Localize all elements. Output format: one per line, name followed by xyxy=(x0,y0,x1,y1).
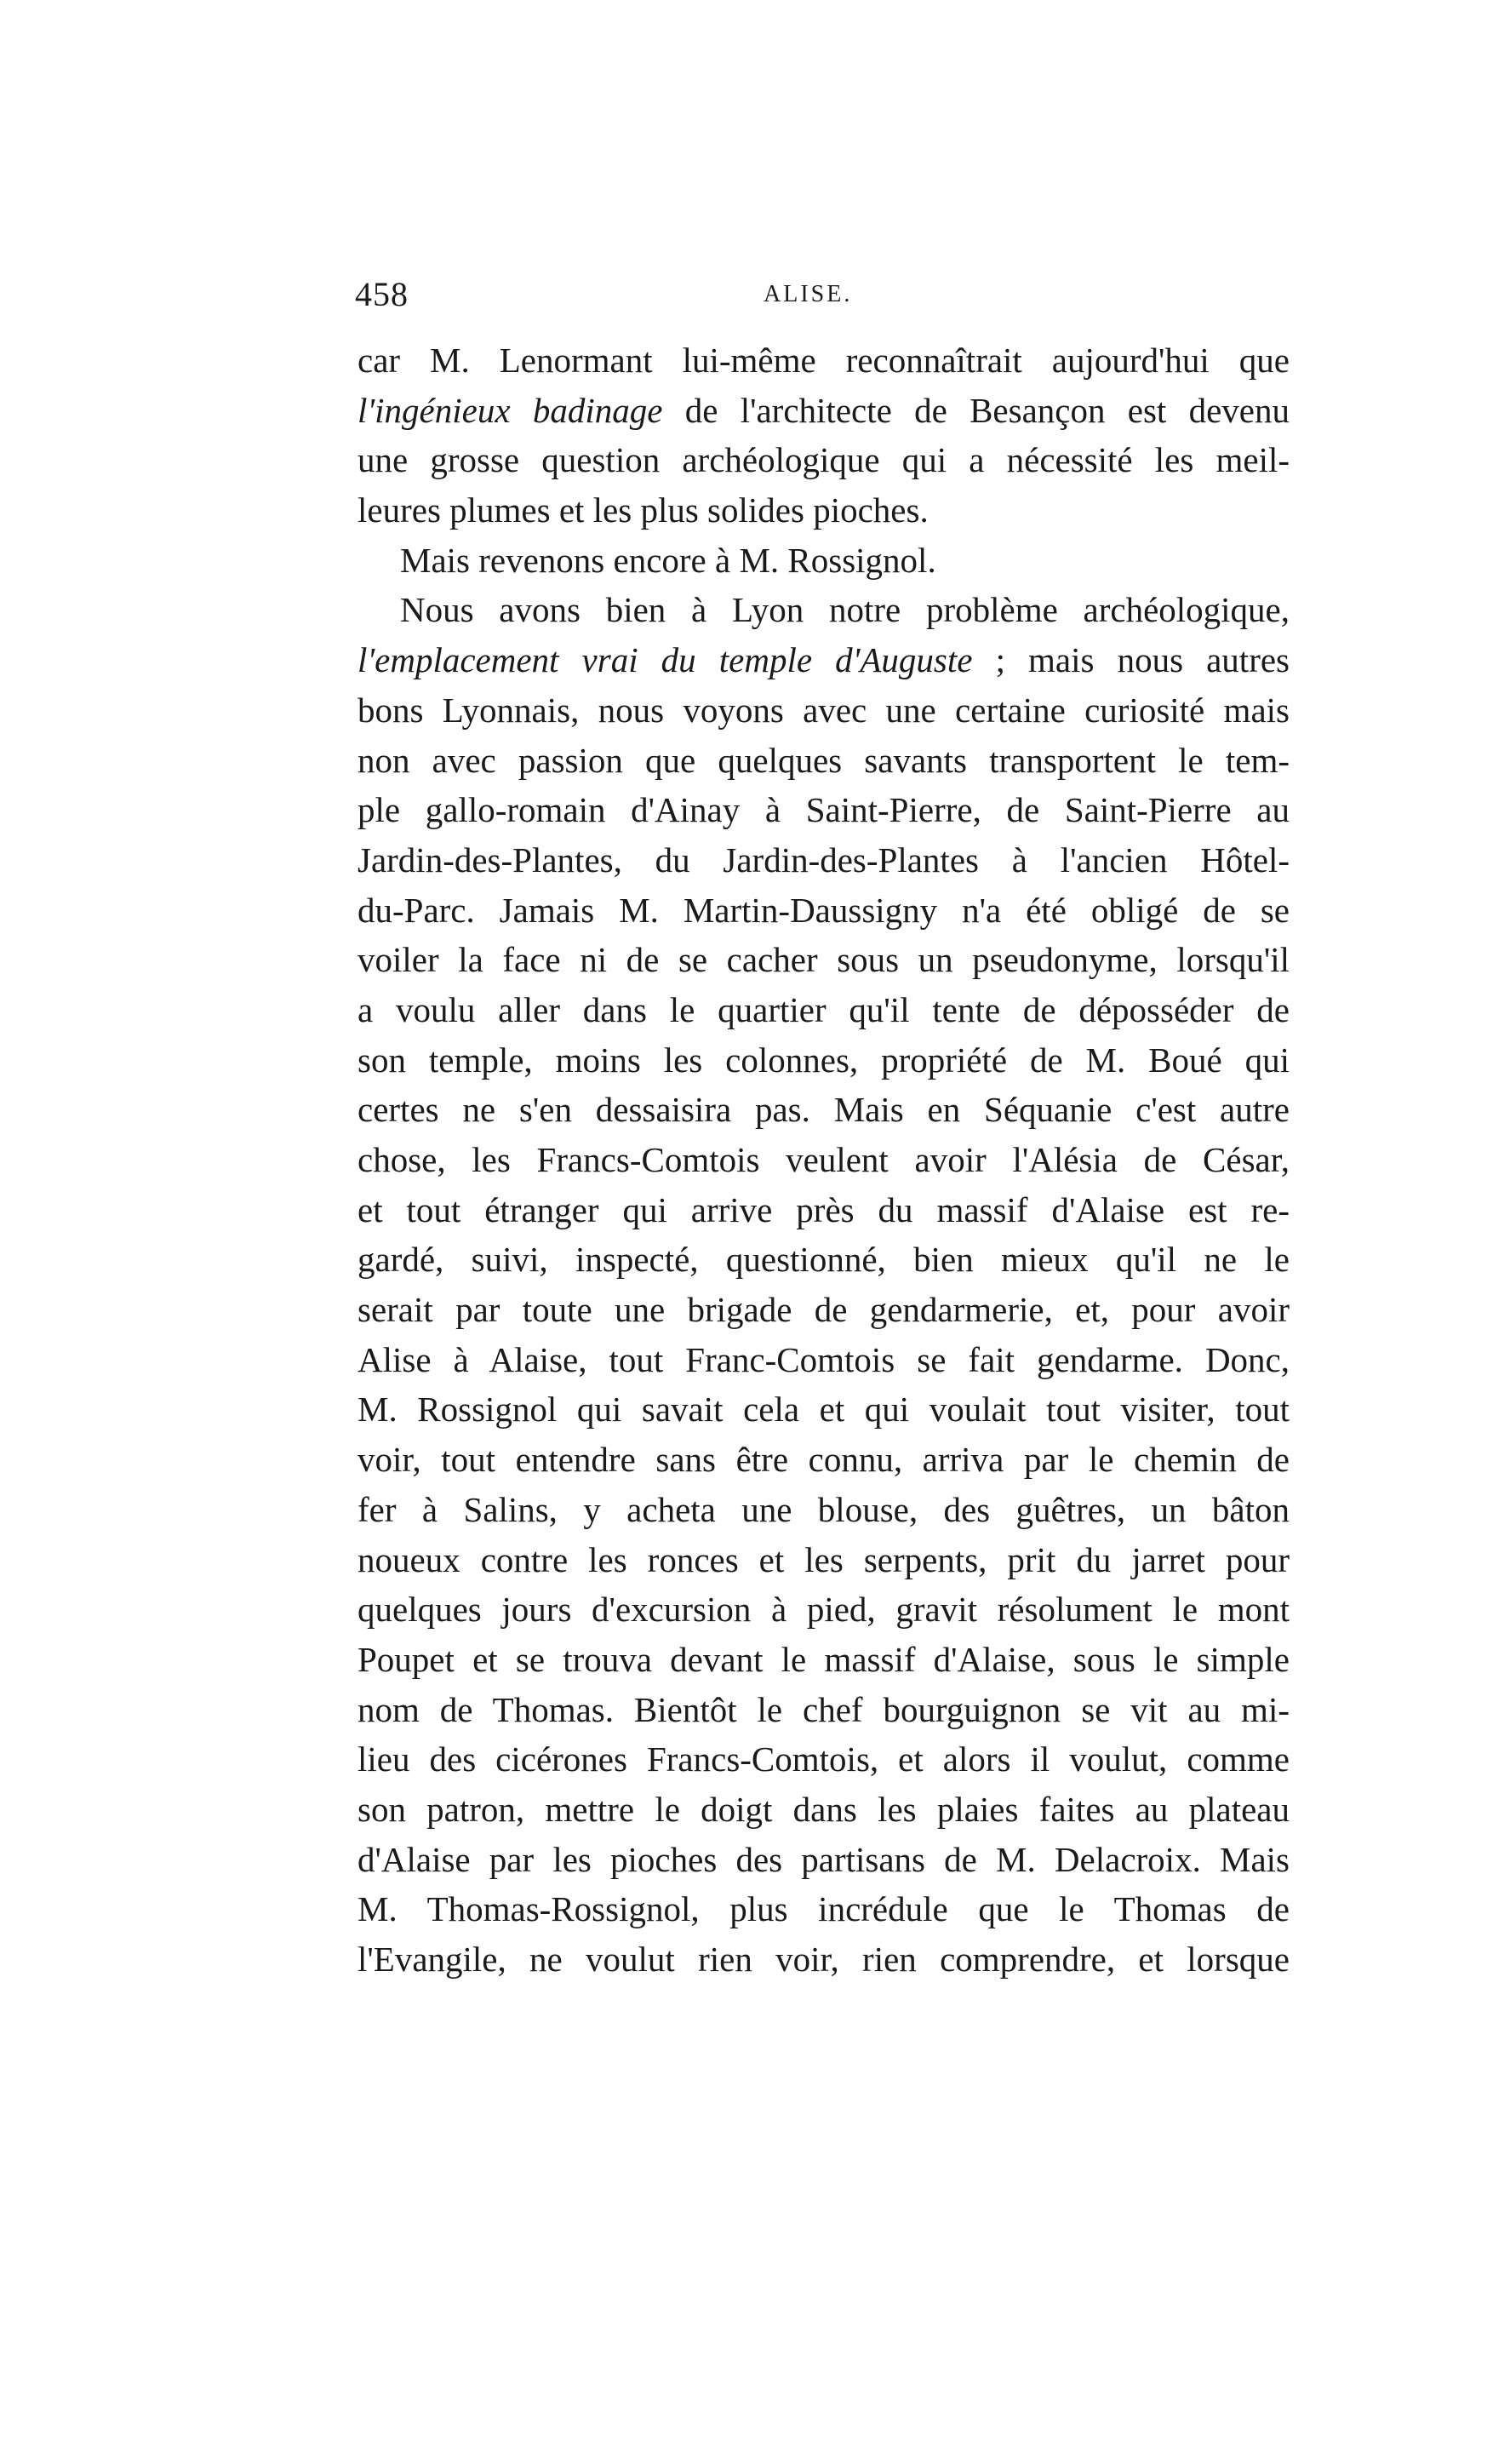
text-line: voiler la face ni de se cacher sous un pseudonyme, lorsqu'il xyxy=(357,940,1290,980)
italic-phrase: l'emplacement vrai du temple d'Auguste xyxy=(357,640,973,680)
text-line: l'Evangile, ne voulut rien voir, rien comprendre, et lorsque xyxy=(357,1940,1290,1979)
text-line: et tout étranger qui arrive près du massif d'Alaise est re- xyxy=(357,1189,1290,1229)
text-line: M. Rossignol qui savait cela et qui voulait tout visiter, tout xyxy=(357,1390,1290,1430)
running-title: ALISE. xyxy=(764,281,853,307)
text-line: a voulu aller dans le quartier qu'il tente de déposséder de xyxy=(357,989,1290,1029)
page-number: 458 xyxy=(355,275,409,313)
body-text xyxy=(357,335,1290,1985)
text-line: nom de Thomas. Bientôt le chef bourguignon se vit au mi- xyxy=(357,1689,1290,1729)
text-line: chose, les Francs-Comtois veulent avoir l'Alésia de César, xyxy=(357,1140,1290,1179)
text-line: du-Parc. Jamais M. Martin-Daussigny n'a été obligé de se xyxy=(357,890,1290,930)
text-line: son temple, moins les colonnes, propriété de M. Boué qui xyxy=(357,1040,1290,1080)
text-line: fer à Salins, y acheta une blouse, des guêtres, un bâton xyxy=(357,1489,1290,1529)
text-line: certes ne s'en dessaisira pas. Mais en Séquanie c'est autre xyxy=(357,1090,1290,1130)
text-line: d'Alaise par les pioches des partisans de M. Delacroix. Mais xyxy=(357,1839,1290,1879)
text-line: ple gallo-romain d'Ainay à Saint-Pierre, de Saint-Pierre au xyxy=(357,790,1290,830)
paragraph-end-line: leures plumes et les plus solides pioches. xyxy=(357,490,929,530)
text-line: Alise à Alaise, tout Franc-Comtois se fait gendarme. Donc, xyxy=(357,1339,1290,1379)
text-line: voir, tout entendre sans être connu, arriva par le chemin de xyxy=(357,1440,1290,1480)
text-line: non avec passion que quelques savants transportent le tem- xyxy=(357,740,1290,780)
text-line: serait par toute une brigade de gendarmerie, et, pour avoir xyxy=(357,1290,1290,1330)
text-line: noueux contre les ronces et les serpents, prit du jarret pour xyxy=(357,1539,1290,1579)
text-line: quelques jours d'excursion à pied, gravit résolument le mont xyxy=(357,1590,1290,1630)
text-line: gardé, suivi, inspecté, questionné, bien mieux qu'il ne le xyxy=(357,1240,1290,1280)
text-line: M. Thomas-Rossignol, plus incrédule que le Thomas de xyxy=(357,1889,1290,1929)
italic-phrase: l'ingénieux badinage xyxy=(357,390,663,430)
paragraph-first-line: Nous avons bien à Lyon notre problème archéologique, xyxy=(400,590,1290,630)
text-fragment: de l'architecte de Besançon est devenu xyxy=(662,390,1290,430)
text-line: son patron, mettre le doigt dans les plaies faites au plateau xyxy=(357,1789,1290,1829)
text-line-italic-start xyxy=(357,635,1290,685)
text-line: car M. Lenormant lui-même reconnaîtrait aujourd'hui que xyxy=(357,341,1290,380)
text-line: une grosse question archéologique qui a nécessité les meil- xyxy=(357,440,1290,480)
text-fragment: ; mais nous autres xyxy=(972,640,1290,680)
text-line: lieu des cicérones Francs-Comtois, et alors il voulut, comme xyxy=(357,1739,1290,1779)
text-line-italic-start xyxy=(357,386,1290,436)
paragraph-line: Mais revenons encore à M. Rossignol. xyxy=(400,540,936,580)
running-head xyxy=(355,274,1287,325)
text-line: Poupet et se trouva devant le massif d'Alaise, sous le simple xyxy=(357,1639,1290,1679)
text-line: Jardin-des-Plantes, du Jardin-des-Plantes à l'ancien Hôtel- xyxy=(357,839,1290,880)
text-line: bons Lyonnais, nous voyons avec une certaine curiosité mais xyxy=(357,690,1290,730)
